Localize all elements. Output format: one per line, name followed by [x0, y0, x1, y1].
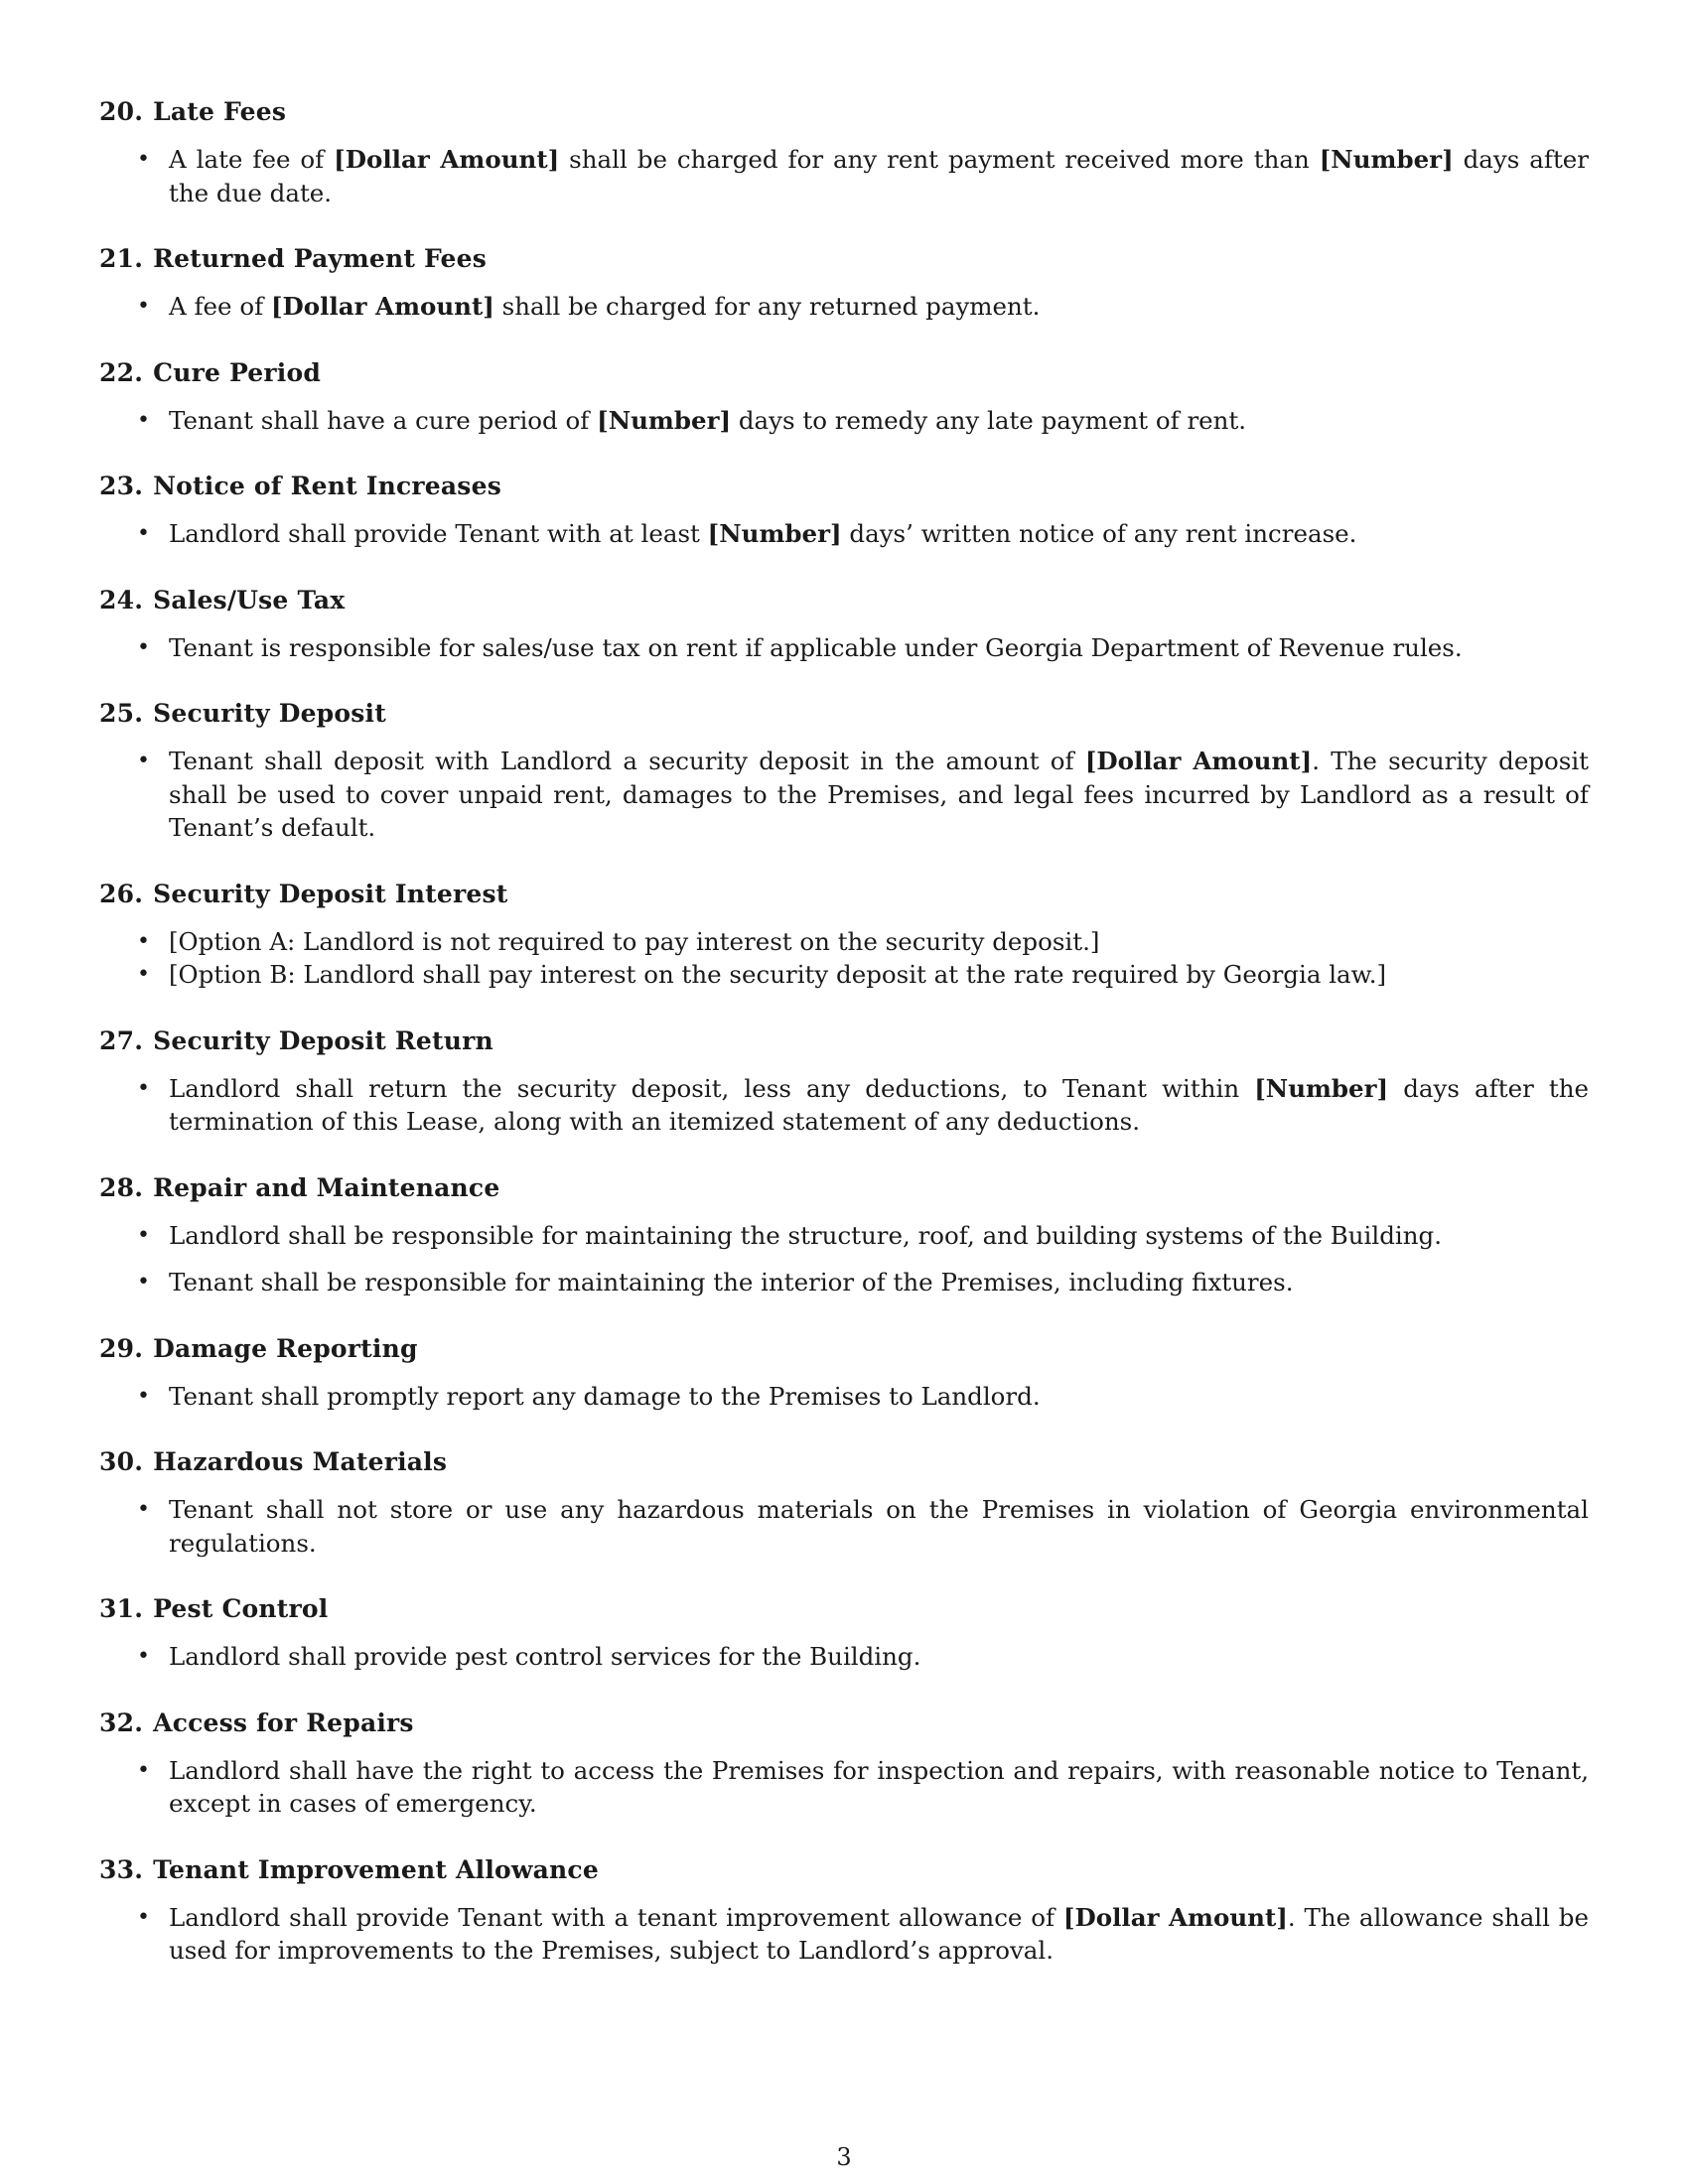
placeholder-field: [Number] [1319, 145, 1454, 174]
list-item [99, 290, 1589, 324]
list-item [99, 1266, 1589, 1299]
section-heading [99, 584, 1589, 617]
section-number: 29. [99, 1333, 144, 1363]
lease-section [99, 470, 1589, 551]
section-number: 23. [99, 472, 144, 500]
clause-text: . The allowance shall be used for improvements to the Premises, subject to Landlord’s approval. [169, 1902, 1589, 1965]
list-item [99, 517, 1589, 551]
section-heading [99, 1024, 1589, 1058]
section-title: Security Deposit [153, 699, 386, 728]
section-number: 33. [99, 1854, 144, 1884]
clause-text: shall be charged for any returned payment. [493, 292, 1041, 321]
section-title: Hazardous Materials [153, 1447, 448, 1476]
lease-section [99, 1853, 1589, 1968]
placeholder-field: [Dollar Amount] [270, 292, 494, 321]
clause-text: . The security deposit shall be used to cover unpaid rent, damages to the Premises, and legal fees incurred by Landlord as a result of Tenant’s default. [169, 747, 1590, 842]
lease-section [99, 95, 1589, 209]
list-item [99, 631, 1589, 665]
list-item [99, 1901, 1589, 1968]
section-number: 22. [99, 357, 144, 387]
lease-section [99, 242, 1589, 324]
clause-text: Tenant shall not store or use any hazardous materials on the Premises in violation of Georgia environmental regulations. [169, 1495, 1589, 1558]
section-number: 32. [99, 1707, 144, 1737]
clause-text: days’ written notice of any rent increase. [841, 519, 1357, 548]
list-item [99, 958, 1589, 992]
clause-text: Landlord shall provide Tenant with a tenant improvement allowance of [169, 1902, 1063, 1932]
list-item [99, 404, 1589, 438]
section-heading [99, 470, 1589, 503]
clause-text: A fee of [169, 292, 271, 321]
list-item [99, 1754, 1589, 1821]
section-number: 27. [99, 1025, 144, 1055]
section-number: 21. [99, 244, 144, 273]
list-item [99, 1380, 1589, 1414]
clause-text: [Option B: Landlord shall pay interest on the security deposit at the rate required by Georgia law.] [169, 960, 1387, 989]
section-title: Tenant Improvement Allowance [153, 1854, 599, 1884]
list-item [99, 1072, 1589, 1139]
placeholder-field: [Dollar Amount] [1084, 747, 1313, 775]
clause-text: Tenant shall have a cure period of [169, 405, 598, 435]
lease-section [99, 356, 1589, 438]
section-heading [99, 1171, 1589, 1205]
clause-text: days to remedy any late payment of rent. [731, 405, 1247, 435]
section-title: Notice of Rent Increases [153, 472, 501, 500]
list-item [99, 745, 1589, 845]
section-heading [99, 878, 1589, 911]
clause-text: Landlord shall be responsible for maintaining the structure, roof, and building systems of the Building. [169, 1220, 1442, 1250]
clause-text: A late fee of [169, 145, 335, 174]
section-heading [99, 356, 1589, 390]
section-heading [99, 242, 1589, 276]
section-number: 20. [99, 97, 144, 126]
list-item [99, 143, 1589, 209]
section-title: Security Deposit Return [153, 1025, 493, 1055]
bullet-list [99, 290, 1589, 324]
section-title: Returned Payment Fees [153, 244, 488, 273]
section-title: Sales/Use Tax [153, 585, 346, 614]
bullet-list [99, 143, 1589, 209]
section-heading [99, 95, 1589, 129]
clause-text: Landlord shall provide Tenant with at least [169, 519, 708, 548]
section-title: Security Deposit Interest [153, 879, 508, 908]
section-heading [99, 1592, 1589, 1626]
clause-text: Tenant is responsible for sales/use tax on rent if applicable under Georgia Department of Revenue rules. [169, 632, 1463, 662]
section-title: Damage Reporting [153, 1333, 418, 1363]
clause-text: Tenant shall deposit with Landlord a security deposit in the amount of [169, 747, 1085, 775]
list-item [99, 1219, 1589, 1253]
section-number: 26. [99, 879, 144, 908]
bullet-list [99, 1219, 1589, 1299]
list-item [99, 925, 1589, 959]
section-number: 24. [99, 585, 144, 614]
lease-section [99, 1024, 1589, 1139]
clause-text: days after the termination of this Lease, along with an itemized statement of any deductions. [169, 1073, 1589, 1136]
section-title: Repair and Maintenance [153, 1172, 500, 1202]
bullet-list [99, 1901, 1589, 1968]
bullet-list [99, 1493, 1589, 1560]
bullet-list [99, 745, 1589, 845]
section-title: Pest Control [153, 1594, 329, 1623]
lease-section [99, 1332, 1589, 1414]
section-number: 31. [99, 1594, 144, 1623]
clause-text: shall be charged for any rent payment received more than [559, 145, 1320, 174]
bullet-list [99, 1380, 1589, 1414]
section-heading [99, 1853, 1589, 1887]
placeholder-field: [Dollar Amount] [334, 145, 560, 174]
clause-text: Tenant shall be responsible for maintaining the interior of the Premises, including fixtures. [169, 1268, 1294, 1297]
placeholder-field: [Number] [707, 519, 842, 548]
clause-text: Landlord shall provide pest control services for the Building. [169, 1642, 921, 1671]
bullet-list [99, 404, 1589, 438]
lease-section [99, 697, 1589, 845]
section-title: Late Fees [153, 97, 287, 126]
clause-text: Landlord shall have the right to access the Premises for inspection and repairs, with reasonable notice to Tenant, except in cases of emergency. [169, 1755, 1589, 1818]
placeholder-field: [Dollar Amount] [1062, 1902, 1288, 1932]
clause-text: days after the due date. [169, 145, 1589, 207]
section-number: 30. [99, 1447, 144, 1476]
section-title: Access for Repairs [153, 1707, 414, 1737]
bullet-list [99, 1754, 1589, 1821]
lease-section [99, 1706, 1589, 1821]
clause-text: [Option A: Landlord is not required to pay interest on the security deposit.] [169, 926, 1100, 956]
section-number: 25. [99, 699, 144, 728]
lease-section [99, 1592, 1589, 1674]
clause-text: Tenant shall promptly report any damage to the Premises to Landlord. [169, 1381, 1041, 1411]
lease-section [99, 1171, 1589, 1299]
clause-text: Landlord shall return the security deposit, less any deductions, to Tenant within [169, 1073, 1255, 1103]
lease-document-body [99, 95, 1589, 2000]
placeholder-field: [Number] [1254, 1073, 1389, 1103]
bullet-list [99, 925, 1589, 992]
page-number: 3 [836, 2143, 852, 2171]
section-heading [99, 1706, 1589, 1740]
list-item [99, 1640, 1589, 1674]
section-title: Cure Period [153, 357, 322, 387]
section-heading [99, 1445, 1589, 1479]
bullet-list [99, 1640, 1589, 1674]
section-heading [99, 1332, 1589, 1366]
lease-section [99, 584, 1589, 665]
bullet-list [99, 1072, 1589, 1139]
bullet-list [99, 631, 1589, 665]
placeholder-field: [Number] [597, 405, 732, 435]
lease-section [99, 878, 1589, 992]
lease-section [99, 1445, 1589, 1560]
section-heading [99, 697, 1589, 731]
list-item [99, 1493, 1589, 1560]
section-number: 28. [99, 1172, 144, 1202]
bullet-list [99, 517, 1589, 551]
